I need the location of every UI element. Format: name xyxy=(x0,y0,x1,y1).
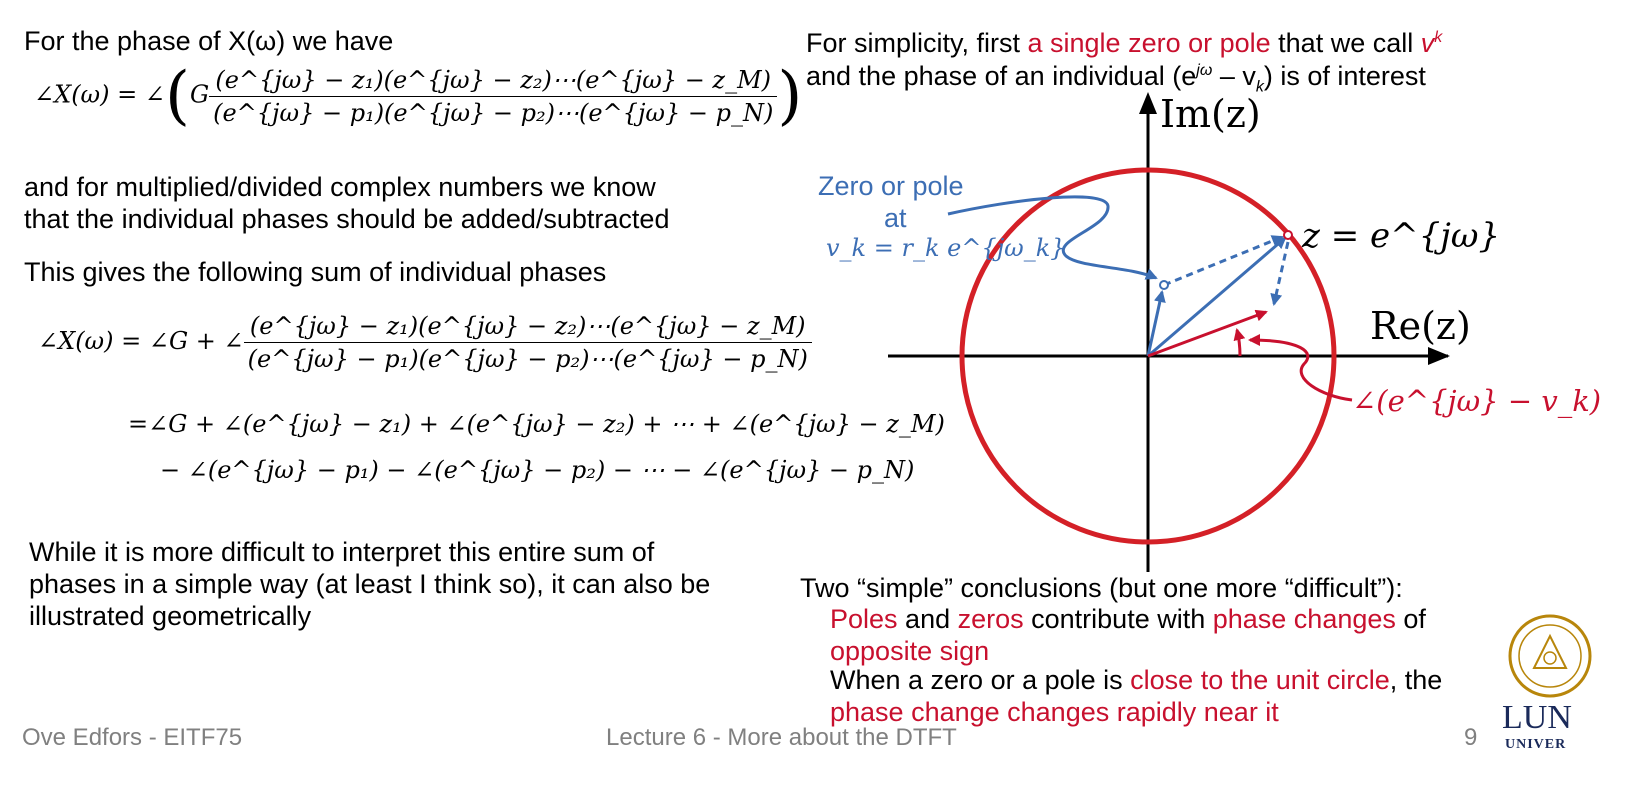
eq1-denominator: (e^{jω} − p₁)(e^{jω} − p₂)⋯(e^{jω} − p_N) xyxy=(213,98,774,127)
vk-point xyxy=(1160,281,1168,289)
phase-vector xyxy=(1148,312,1266,356)
c2-the: , the xyxy=(1389,665,1443,695)
difference-vector xyxy=(1164,237,1282,285)
zero-pole-at-label: at xyxy=(884,203,907,233)
para2-line2: that the individual phases should be added/subtracted xyxy=(24,204,670,234)
z-label: z = e^{jω} xyxy=(1302,216,1501,256)
c1-contribute: contribute with xyxy=(1023,604,1213,634)
c2-close: close to the unit circle xyxy=(1130,665,1390,695)
eq2-denominator: (e^{jω} − p₁)(e^{jω} − p₂)⋯(e^{jω} − p_N) xyxy=(247,345,808,373)
logo-subtext: UNIVER xyxy=(1505,737,1567,752)
conclusions-title: Two “simple” conclusions (but one more “difficult”): xyxy=(800,573,1403,603)
footer-lecture: Lecture 6 - More about the DTFT xyxy=(606,724,957,751)
rt1-c: that we call xyxy=(1270,28,1421,58)
conclusion-2-line1 xyxy=(830,664,1442,696)
c2-a: When a zero or a pole is xyxy=(830,665,1131,695)
eq1-lhs: ∠X(ω) = ∠ xyxy=(34,80,165,109)
re-label: Re(z) xyxy=(1370,304,1471,348)
c1-of: of xyxy=(1395,604,1426,634)
angle-label: ∠(e^{jω} − v_k) xyxy=(1352,384,1602,418)
eq1-paren-close: ) xyxy=(777,59,803,133)
rt2-a: and the phase of an individual (e xyxy=(806,61,1197,91)
conclusion-1-line1 xyxy=(830,603,1426,635)
c1-phase-changes: phase changes xyxy=(1212,604,1396,634)
eq2-line3: − ∠(e^{jω} − p₁) − ∠(e^{jω} − p₂) − ⋯ − ∠(e^{jω} − p_N) xyxy=(160,456,915,484)
rt1-k: k xyxy=(1434,29,1443,46)
c1-and: and xyxy=(897,604,958,634)
angle-pointer xyxy=(1250,340,1352,400)
angle-arc xyxy=(1237,330,1240,356)
real-axis-arrowhead xyxy=(1428,347,1450,365)
rt1-highlight: a single zero or pole xyxy=(1027,28,1271,58)
z-point xyxy=(1284,231,1292,239)
university-seal-icon xyxy=(1508,612,1643,702)
para4-line3: illustrated geometrically xyxy=(29,601,312,631)
eq2-numerator: (e^{jω} − z₁)(e^{jω} − z₂)⋯(e^{jω} − z_M) xyxy=(244,312,812,343)
eq2-line2: =∠G + ∠(e^{jω} − z₁) + ∠(e^{jω} − z₂) + ⋯ + ∠(e^{jω} − z_M) xyxy=(128,410,945,438)
eq1-numerator: (e^{jω} − z₁)(e^{jω} − z₂)⋯(e^{jω} − z_M) xyxy=(209,66,777,97)
footer-page-number: 9 xyxy=(1464,724,1478,751)
im-label: Im(z) xyxy=(1160,92,1261,136)
rt1-a: For simplicity, first xyxy=(806,28,1028,58)
eq1-paren-open: ( xyxy=(164,59,190,133)
intro-text: For the phase of X(ω) we have xyxy=(24,26,394,56)
imaginary-axis-arrowhead xyxy=(1139,92,1157,114)
translated-vector xyxy=(1274,242,1288,304)
rt2-c: – v xyxy=(1212,61,1256,91)
eq2-lhs: ∠X(ω) = ∠G + ∠ xyxy=(38,327,244,355)
vk-label: v_k = r_k e^{jω_k} xyxy=(826,234,1066,262)
conclusion-1-line2: opposite sign xyxy=(830,636,990,666)
logo-wordmark: LUN xyxy=(1502,699,1572,736)
zero-pole-label: Zero or pole xyxy=(818,171,964,201)
rt2-jw: jω xyxy=(1196,62,1213,79)
para4-line1: While it is more difficult to interpret this entire sum of xyxy=(29,537,655,567)
c1-poles: Poles xyxy=(830,604,898,634)
para3-text: This gives the following sum of individual phases xyxy=(24,257,607,287)
para2-line1: and for multiplied/divided complex numbers we know xyxy=(24,172,656,202)
c1-zeros: zeros xyxy=(957,604,1024,634)
z-vector xyxy=(1148,238,1285,356)
rt2-e: ) is of interest xyxy=(1263,61,1426,91)
conclusion-2-line2: phase change changes rapidly near it xyxy=(830,697,1279,727)
eq1-gain: G xyxy=(189,80,210,109)
rt2-k: k xyxy=(1255,78,1264,96)
rt1-v: v xyxy=(1420,28,1435,58)
para4-line2: phases in a simple way (at least I think so), it can also be xyxy=(29,569,711,599)
footer-author: Ove Edfors - EITF75 xyxy=(22,724,243,751)
